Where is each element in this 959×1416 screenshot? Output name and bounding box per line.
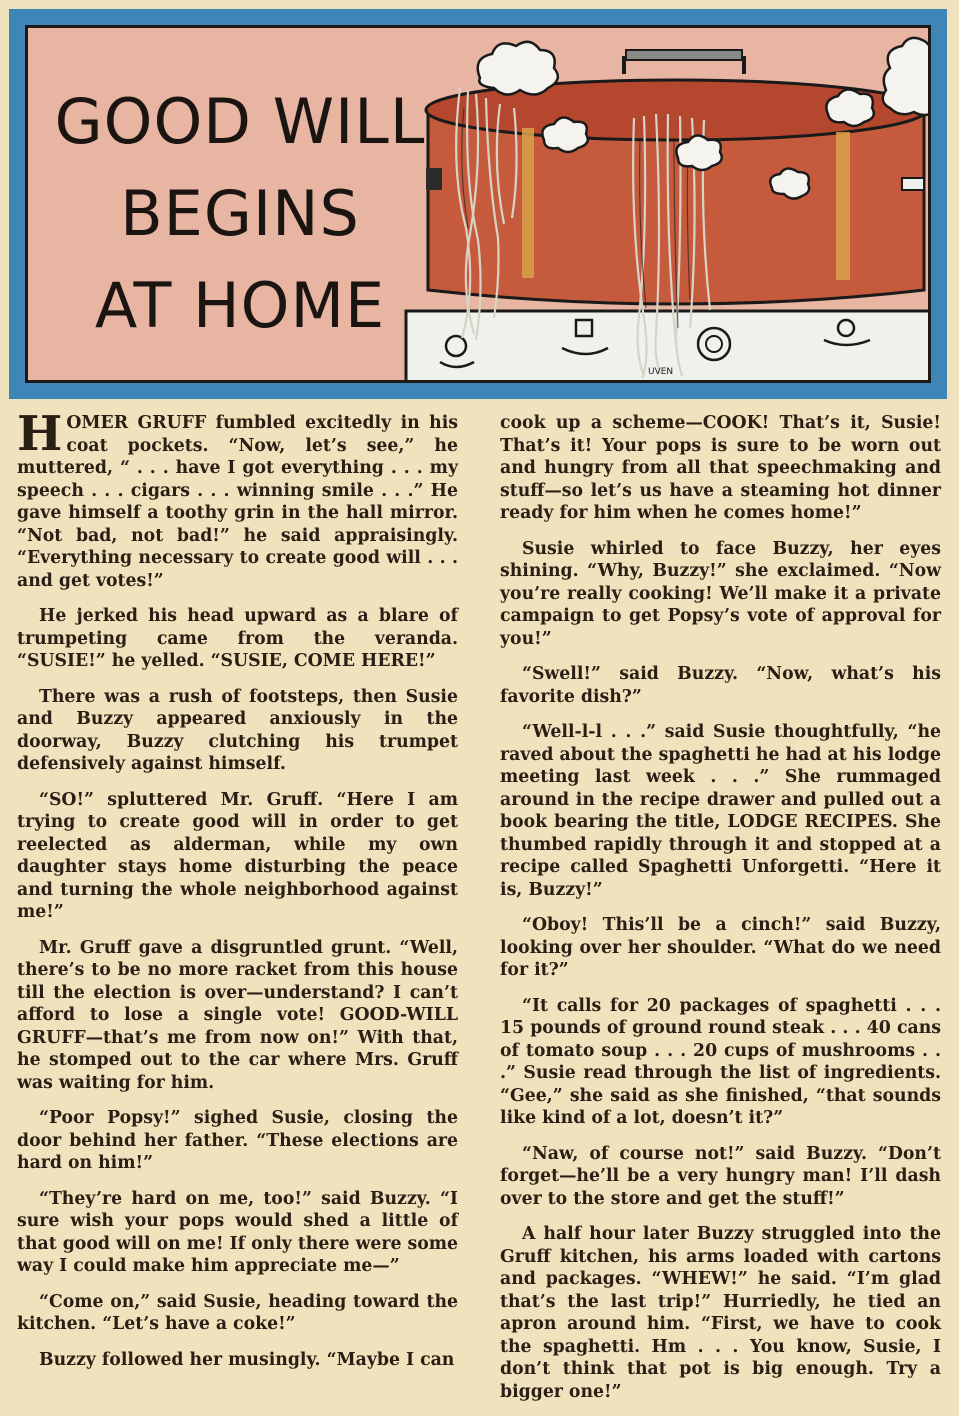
paragraph: “Poor Popsy!” sighed Susie, closing the door behind her father. “These elections are hard on him!”: [17, 1108, 458, 1173]
story-column-left: [17, 406, 458, 1384]
title-line-2: BEGINS: [120, 177, 360, 250]
title-panel-inner: [25, 25, 931, 383]
paragraph: Mr. Gruff gave a disgruntled grunt. “Well, there’s to be no more racket from this house till the election is over—understand? I can’t afford to lose a single vote! GOOD-WILL GRUFF—that’s me from now on!” With that, he stomped out to the car where Mrs. Gruff was waiting for him.: [17, 937, 458, 1093]
paragraph: “Naw, of course not!” said Buzzy. “Don’t forget—he’ll be a very hungry man! I’ll dash over to the store and get the stuff!”: [500, 1143, 941, 1209]
paragraph: “Well-l-l . . .” said Susie thoughtfully, “he raved about the spaghetti he had at his lodge meeting last week . . .” She rummaged around in the recipe drawer and pulled out a book bearing the title, LODGE RECIPES. She thumbed rapidly through it and stopped at a recipe called Spaghetti Unforgetti. “Here it is, Buzzy!”: [500, 722, 941, 900]
paragraph: Buzzy followed her musingly. “Maybe I can: [39, 1349, 455, 1370]
paragraph: There was a rush of footsteps, then Susie and Buzzy appeared anxiously in the doorway, Buzzy clutching his trumpet defensively against himself.: [17, 686, 458, 774]
story-column-right: [500, 412, 941, 1416]
paragraph: “SO!” spluttered Mr. Gruff. “Here I am trying to create good will in order to get reelected as alderman, while my own daughter stays home disturbing the peace and turning the whole neighborhood against me!”: [17, 789, 458, 922]
paragraph: “Swell!” said Buzzy. “Now, what’s his favorite dish?”: [500, 664, 941, 707]
paragraph: Susie whirled to face Buzzy, her eyes shining. “Why, Buzzy!” she exclaimed. “Now you’re really cooking! We’ll make it a private campaign to get Popsy’s vote of approval for you!”: [500, 538, 941, 649]
paragraph: “Come on,” said Susie, heading toward the kitchen. “Let’s have a coke!”: [17, 1291, 458, 1334]
title-line-3: AT HOME: [94, 269, 386, 342]
drop-cap: H: [17, 406, 63, 462]
story-title: [50, 76, 430, 352]
paragraph: “It calls for 20 packages of spaghetti . . . 15 pounds of ground round steak . . . 40 cans of tomato soup . . . 20 cups of mushrooms . . .” Susie read through the list of ingredients. “Gee,” she said as she finished, “that sounds like kind of a lot, doesn’t it?”: [500, 995, 941, 1128]
title-panel: [9, 9, 947, 399]
paragraph: cook up a scheme—COOK! That’s it, Susie! That’s it! Your pops is sure to be worn out and hungry from all that speechmaking and stuff—so let’s us have a steaming hot dinner ready for him when he comes home!”: [500, 413, 941, 523]
artist-signature: UVEN: [648, 367, 674, 377]
paragraph: HOMER GRUFF fumbled excitedly in his coat pockets. “Now, let’s see,” he muttered, “ . . . have I got everything . . . my speech . . . cigars . . . winning smile . . .” He gave himself a toothy grin in the hall mirror. “Not bad, not bad!” he said appraisingly. “Everything necessary to create good will . . . and get votes!”: [17, 406, 458, 591]
paragraph: A half hour later Buzzy struggled into the Gruff kitchen, his arms loaded with cartons and packages. “WHEW!” he said. “I’m glad that’s the last trip!” Hurriedly, he tied an apron around him. “First, we have to cook the spaghetti. Hm . . . You know, Susie, I don’t think that pot is big enough. Try a bigger one!”: [500, 1224, 941, 1402]
paragraph: “They’re hard on me, too!” said Buzzy. “I sure wish your pops would shed a little of that good will on me! If only there were some way I could make him appreciate me—”: [17, 1188, 458, 1276]
paragraph: He jerked his head upward as a blare of trumpeting came from the veranda. “SUSIE!” he yelled. “SUSIE, COME HERE!”: [17, 606, 458, 671]
paragraph: “Oboy! This’ll be a cinch!” said Buzzy, looking over her shoulder. “What do we need for it?”: [500, 915, 941, 980]
title-line-1: GOOD WILL: [54, 85, 426, 158]
